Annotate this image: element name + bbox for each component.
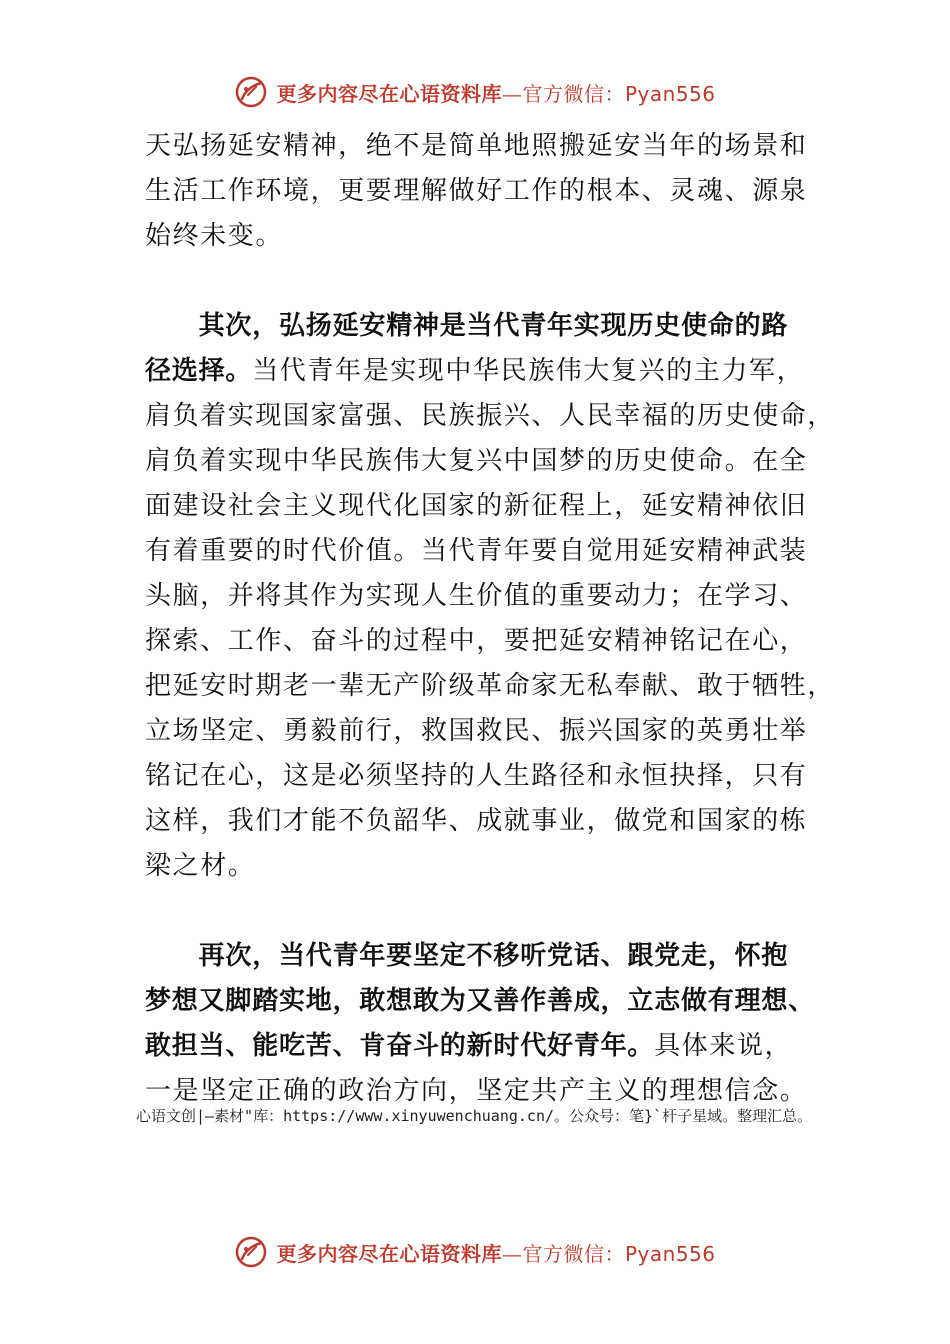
text-line: 一是坚定正确的政治方向，坚定共产主义的理想信念。 bbox=[145, 1076, 808, 1106]
paragraph-3 bbox=[145, 934, 816, 1114]
text-line: 始终未变。 bbox=[145, 221, 284, 251]
paragraph-2 bbox=[145, 304, 836, 889]
document-body bbox=[145, 124, 836, 1114]
bold-text-run: 径选择。 bbox=[145, 356, 253, 386]
text-line: 肩负着实现中华民族伟大复兴中国梦的历史使命。在全 bbox=[145, 446, 808, 476]
watermark-text: 更多内容尽在心语资料库—官方微信：Pyan556 bbox=[276, 81, 716, 106]
header-watermark bbox=[0, 72, 950, 112]
text-line: 立场坚定、勇毅前行，救国救民、振兴国家的英勇壮举 bbox=[145, 716, 808, 746]
text-line: 把延安时期老一辈无产阶级革命家无私奉献、敢于牺牲， bbox=[145, 671, 836, 701]
logo-icon bbox=[234, 1235, 268, 1269]
text-line: 梁之材。 bbox=[145, 851, 256, 881]
footer-watermark bbox=[0, 1232, 950, 1272]
text-line: 铭记在心，这是必须坚持的人生路径和永恒抉择，只有 bbox=[145, 761, 808, 791]
text-line: 探索、工作、奋斗的过程中，要把延安精神铭记在心， bbox=[145, 626, 808, 656]
bold-text-run: 敢担当、能吃苦、肯奋斗的新时代好青年。 bbox=[145, 1031, 655, 1061]
paragraph-1 bbox=[145, 124, 810, 259]
text-line: 面建设社会主义现代化国家的新征程上，延安精神依旧 bbox=[145, 491, 808, 521]
watermark-text: 更多内容尽在心语资料库—官方微信：Pyan556 bbox=[276, 1241, 716, 1266]
source-note: 心语文创|—素材"库：https://www.xinyuwenchuang.cn/。公众号：笔}`杆子星域。整理汇总。 bbox=[136, 1107, 813, 1125]
text-line: 有着重要的时代价值。当代青年要自觉用延安精神武装 bbox=[145, 536, 808, 566]
bold-text-line: 再次，当代青年要坚定不移听党话、跟党走，怀抱 bbox=[145, 941, 789, 971]
text-line: 头脑，并将其作为实现人生价值的重要动力；在学习、 bbox=[145, 581, 808, 611]
text-line: 这样，我们才能不负韶华、成就事业，做党和国家的栋 bbox=[145, 806, 808, 836]
text-run: 当代青年是实现中华民族伟大复兴的主力军， bbox=[252, 356, 805, 386]
bold-text-line: 其次，弘扬延安精神是当代青年实现历史使命的路 bbox=[145, 311, 789, 341]
text-line: 肩负着实现国家富强、民族振兴、人民幸福的历史使命， bbox=[145, 401, 836, 431]
bold-text-line: 梦想又脚踏实地，敢想敢为又善作善成，立志做有理想、 bbox=[145, 986, 816, 1016]
text-line: 生活工作环境，更要理解做好工作的根本、灵魂、源泉 bbox=[145, 176, 808, 206]
logo-icon bbox=[234, 75, 268, 109]
text-line: 天弘扬延安精神，绝不是简单地照搬延安当年的场景和 bbox=[145, 131, 808, 161]
text-run: 具体来说， bbox=[654, 1031, 793, 1061]
